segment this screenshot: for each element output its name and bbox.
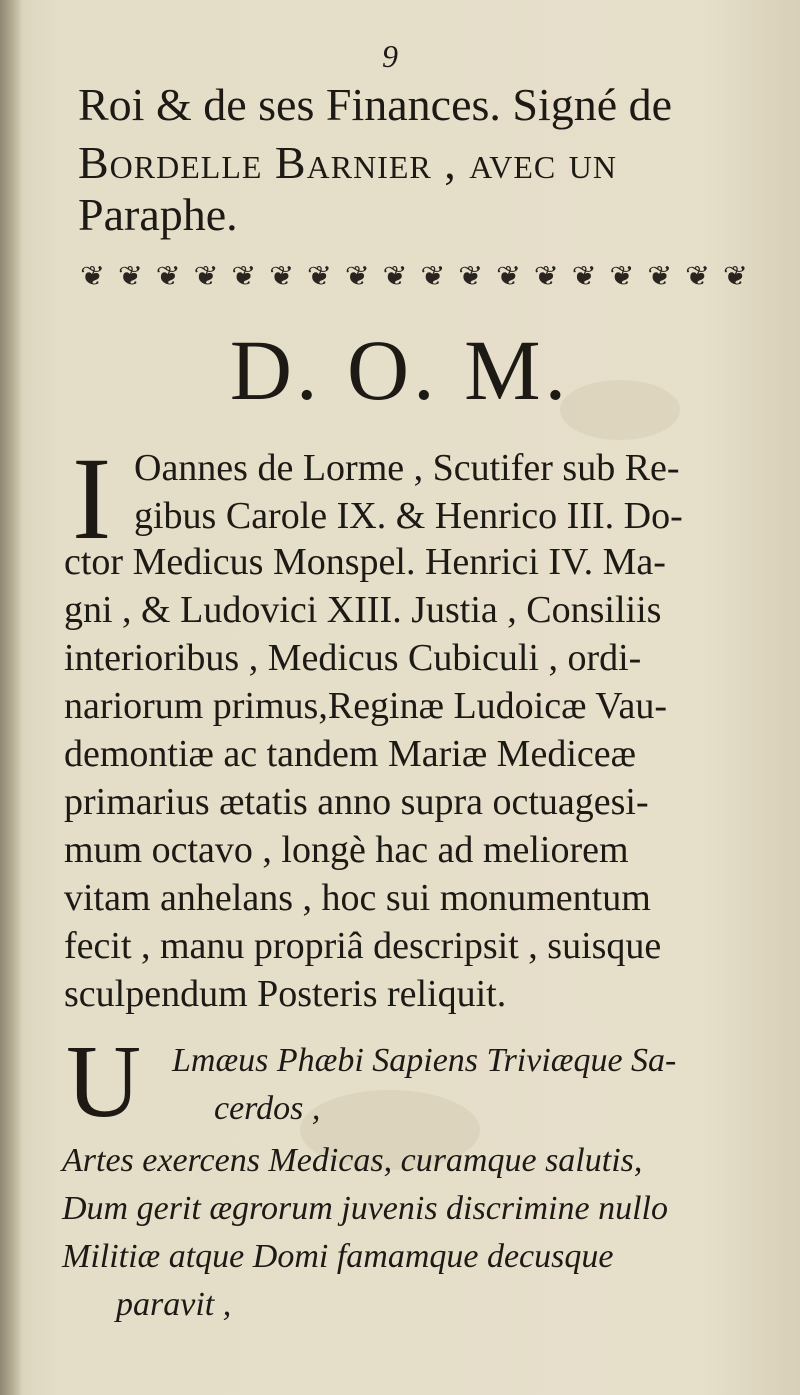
epitaph-line: ctor Medicus Monspel. Henrici IV. Ma-: [64, 541, 666, 583]
fleuron-ornament-icon: ❦: [685, 260, 711, 292]
epitaph-line: primarius ætatis anno supra octuagesi-: [64, 781, 649, 823]
epitaph-line: vitam anhelans , hoc sui monumentum: [64, 877, 651, 919]
epitaph-line: demontiæ ac tandem Mariæ Mediceæ: [64, 733, 636, 775]
epitaph-line: sculpendum Posteris reliquit.: [64, 973, 507, 1015]
epitaph-line: interioribus , Medicus Cubiculi , ordi-: [64, 637, 642, 679]
fleuron-ornament-icon: ❦: [117, 260, 143, 292]
page-number: 9: [382, 38, 398, 74]
fleuron-ornament-icon: ❦: [344, 260, 370, 292]
fleuron-ornament-icon: ❦: [155, 260, 181, 292]
verse-line: cerdos ,: [214, 1090, 321, 1127]
fleuron-ornament-icon: ❦: [420, 260, 446, 292]
epitaph-line: fecit , manu propriâ descripsit , suisque: [64, 925, 662, 967]
epitaph-heading: D. O. M.: [229, 322, 571, 418]
fleuron-ornament-icon: ❦: [458, 260, 484, 292]
fleuron-ornament-icon: ❦: [193, 260, 219, 292]
verse-line: Militiæ atque Domi famamque decusque: [62, 1238, 614, 1275]
fleuron-ornament-icon: ❦: [647, 260, 673, 292]
verse-line: paravit ,: [116, 1286, 232, 1323]
fleuron-ornament-icon: ❦: [495, 260, 522, 292]
fleuron-ornament-icon: ❦: [382, 260, 408, 292]
epitaph-line: nariorum primus,Reginæ Ludoicæ Vau-: [64, 685, 668, 727]
verse-drop-cap: U: [66, 1024, 142, 1139]
page-gutter: [0, 0, 22, 1395]
fleuron-ornament-icon: ❦: [609, 260, 635, 292]
epitaph-line: mum octavo , longè hac ad meliorem: [64, 829, 629, 871]
verse-line: Dum gerit ægrorum juvenis discrimine nullo: [62, 1190, 668, 1227]
fleuron-ornament-icon: ❦: [722, 260, 748, 292]
fleuron-ornament-icon: ❦: [269, 260, 295, 292]
epitaph-line: Oannes de Lorme , Scutifer sub Re-: [134, 447, 680, 489]
ornament-band: [80, 252, 748, 300]
fleuron-ornament-icon: ❦: [80, 260, 106, 292]
privilege-line-2: Bordelle Barnier , avec un: [78, 137, 617, 188]
drop-cap-initial: I: [72, 433, 112, 564]
verse-line: Lmæus Phæbi Sapiens Triviæque Sa-: [172, 1042, 677, 1079]
privilege-line-3: Paraphe.: [78, 189, 238, 240]
fleuron-ornament-icon: ❦: [533, 260, 559, 292]
privilege-line-1: Roi & de ses Finances. Signé de: [78, 79, 673, 130]
epitaph-line: gibus Carole IX. & Henrico III. Do-: [134, 495, 683, 537]
epitaph-line: gni , & Ludovici XIII. Justia , Consiliis: [64, 589, 662, 631]
fleuron-ornament-icon: ❦: [306, 260, 333, 292]
verse-line: Artes exercens Medicas, curamque salutis,: [62, 1142, 643, 1179]
fleuron-ornament-icon: ❦: [571, 260, 597, 292]
fleuron-ornament-icon: ❦: [231, 260, 257, 292]
